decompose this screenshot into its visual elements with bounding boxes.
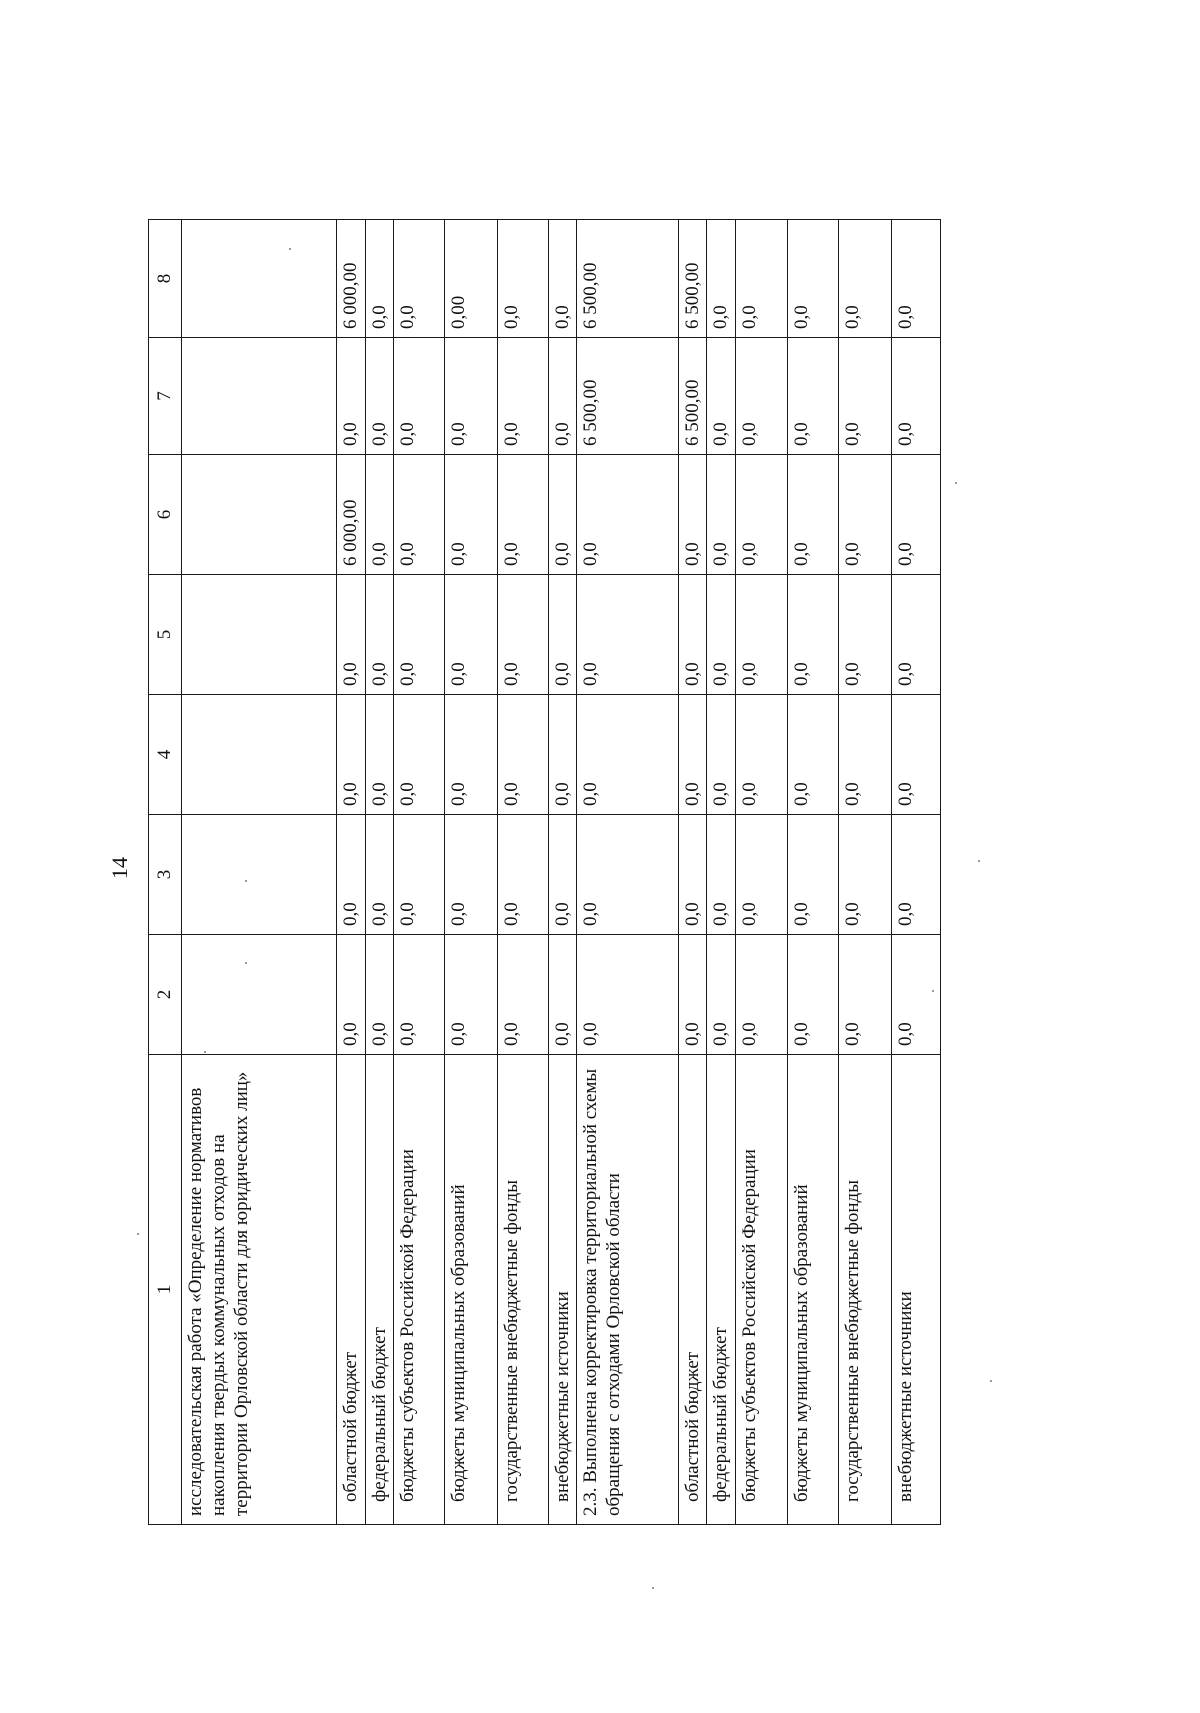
value-cell [181, 220, 337, 338]
value-cell: 6 000,00 [337, 455, 365, 575]
header-cell: 1 [149, 1055, 182, 1525]
value-cell: 0,0 [365, 220, 393, 338]
value-cell: 0,0 [548, 935, 576, 1055]
value-cell: 0,0 [788, 935, 839, 1055]
header-cell: 2 [149, 935, 182, 1055]
table-row [892, 220, 941, 1525]
value-cell: 0,0 [337, 695, 365, 815]
value-cell: 0,0 [892, 338, 941, 455]
value-cell: 0,0 [839, 455, 892, 575]
value-cell: 0,0 [707, 935, 735, 1055]
value-cell: 0,0 [839, 220, 892, 338]
value-cell: 0,0 [393, 220, 444, 338]
header-cell: 8 [149, 220, 182, 338]
value-cell: 0,0 [365, 815, 393, 935]
value-cell: 0,0 [735, 220, 788, 338]
value-cell: 0,0 [365, 455, 393, 575]
value-cell: 0,0 [365, 575, 393, 695]
value-cell: 0,0 [393, 575, 444, 695]
row-label: бюджеты муниципальных образований [444, 1055, 497, 1525]
value-cell: 0,0 [337, 338, 365, 455]
value-cell: 0,0 [707, 455, 735, 575]
value-cell: 0,0 [678, 695, 706, 815]
value-cell: 0,0 [365, 338, 393, 455]
value-cell: 0,0 [707, 220, 735, 338]
row-label: внебюджетные источники [892, 1055, 941, 1525]
value-cell: 0,0 [497, 338, 548, 455]
value-cell: 6 000,00 [337, 220, 365, 338]
table-row [788, 220, 839, 1525]
value-cell: 0,0 [892, 220, 941, 338]
table-row [707, 220, 735, 1525]
value-cell: 0,0 [735, 695, 788, 815]
value-cell [181, 695, 337, 815]
value-cell: 0,0 [444, 815, 497, 935]
value-cell: 6 500,00 [576, 220, 678, 338]
value-cell: 0,0 [839, 935, 892, 1055]
header-cell: 7 [149, 338, 182, 455]
value-cell: 0,0 [788, 815, 839, 935]
value-cell: 0,0 [735, 338, 788, 455]
value-cell: 0,0 [707, 815, 735, 935]
table-row [678, 220, 706, 1525]
row-label: государственные внебюджетные фонды [839, 1055, 892, 1525]
value-cell: 0,0 [393, 935, 444, 1055]
value-cell: 0,0 [839, 338, 892, 455]
header-row [149, 220, 182, 1525]
row-label: 2.3. Выполнена корректировка территориальной схемы обращения с отходами Орловской области [576, 1055, 678, 1525]
table-row [576, 220, 678, 1525]
value-cell: 0,0 [839, 695, 892, 815]
value-cell [181, 455, 337, 575]
value-cell: 0,0 [788, 575, 839, 695]
value-cell: 0,0 [707, 575, 735, 695]
value-cell: 0,00 [444, 220, 497, 338]
value-cell: 0,0 [576, 575, 678, 695]
value-cell: 0,0 [788, 220, 839, 338]
value-cell: 0,0 [337, 935, 365, 1055]
row-label: областной бюджет [678, 1055, 706, 1525]
scan-speck [245, 880, 247, 882]
value-cell: 0,0 [678, 935, 706, 1055]
scan-speck [932, 990, 934, 992]
value-cell: 6 500,00 [678, 220, 706, 338]
value-cell: 0,0 [839, 815, 892, 935]
value-cell: 0,0 [548, 338, 576, 455]
row-label: областной бюджет [337, 1055, 365, 1525]
value-cell: 0,0 [393, 455, 444, 575]
value-cell: 0,0 [735, 455, 788, 575]
value-cell: 0,0 [892, 935, 941, 1055]
value-cell [181, 338, 337, 455]
value-cell: 0,0 [839, 575, 892, 695]
value-cell: 0,0 [548, 220, 576, 338]
value-cell: 0,0 [735, 935, 788, 1055]
value-cell: 0,0 [444, 935, 497, 1055]
table-row [365, 220, 393, 1525]
row-label: внебюджетные источники [548, 1055, 576, 1525]
row-label: государственные внебюджетные фонды [497, 1055, 548, 1525]
row-label: бюджеты субъектов Российской Федерации [393, 1055, 444, 1525]
value-cell: 0,0 [393, 695, 444, 815]
value-cell: 0,0 [576, 935, 678, 1055]
value-cell [181, 935, 337, 1055]
value-cell: 0,0 [707, 695, 735, 815]
value-cell: 0,0 [892, 815, 941, 935]
row-label: бюджеты муниципальных образований [788, 1055, 839, 1525]
value-cell: 0,0 [788, 338, 839, 455]
value-cell: 0,0 [497, 935, 548, 1055]
value-cell: 0,0 [444, 695, 497, 815]
page-number: 14 [107, 857, 132, 879]
value-cell: 0,0 [576, 455, 678, 575]
table-row [444, 220, 497, 1525]
scan-speck [955, 482, 957, 484]
row-label: бюджеты субъектов Российской Федерации [735, 1055, 788, 1525]
table-row [497, 220, 548, 1525]
value-cell: 0,0 [788, 455, 839, 575]
value-cell: 0,0 [892, 575, 941, 695]
scan-speck [289, 248, 291, 250]
value-cell: 0,0 [497, 695, 548, 815]
table-row [839, 220, 892, 1525]
value-cell [181, 575, 337, 695]
value-cell: 0,0 [393, 338, 444, 455]
scan-speck [978, 860, 980, 862]
value-cell: 0,0 [576, 815, 678, 935]
value-cell: 0,0 [707, 338, 735, 455]
scan-speck [990, 1380, 992, 1382]
row-label: федеральный бюджет [365, 1055, 393, 1525]
table-row [735, 220, 788, 1525]
scan-speck [204, 1051, 206, 1053]
value-cell: 0,0 [497, 815, 548, 935]
header-cell: 3 [149, 815, 182, 935]
header-cell: 5 [149, 575, 182, 695]
value-cell: 0,0 [892, 455, 941, 575]
value-cell: 0,0 [444, 575, 497, 695]
value-cell: 0,0 [444, 455, 497, 575]
value-cell: 0,0 [365, 695, 393, 815]
value-cell: 0,0 [788, 695, 839, 815]
row-label: федеральный бюджет [707, 1055, 735, 1525]
table-row [337, 220, 365, 1525]
table-row [393, 220, 444, 1525]
value-cell [181, 815, 337, 935]
value-cell: 0,0 [337, 575, 365, 695]
value-cell: 0,0 [444, 338, 497, 455]
value-cell: 0,0 [576, 695, 678, 815]
value-cell: 6 500,00 [678, 338, 706, 455]
value-cell: 0,0 [497, 220, 548, 338]
value-cell: 0,0 [337, 815, 365, 935]
value-cell: 0,0 [393, 815, 444, 935]
value-cell: 0,0 [365, 935, 393, 1055]
value-cell: 0,0 [678, 575, 706, 695]
scan-speck [137, 1233, 139, 1235]
header-cell: 4 [149, 695, 182, 815]
value-cell: 0,0 [735, 575, 788, 695]
rotated-table-container [148, 220, 941, 1525]
value-cell: 0,0 [548, 575, 576, 695]
value-cell: 0,0 [678, 455, 706, 575]
value-cell: 0,0 [497, 575, 548, 695]
scan-speck [245, 962, 247, 964]
scan-speck [652, 1587, 654, 1589]
row-label: исследовательская работа «Определение нормативов накопления твердых коммунальных отходов на территории Орловской области для юридических лиц» [181, 1055, 337, 1525]
value-cell: 0,0 [678, 815, 706, 935]
value-cell: 0,0 [548, 815, 576, 935]
value-cell: 6 500,00 [576, 338, 678, 455]
value-cell: 0,0 [548, 695, 576, 815]
header-cell: 6 [149, 455, 182, 575]
table-row [181, 220, 337, 1525]
value-cell: 0,0 [892, 695, 941, 815]
value-cell: 0,0 [735, 815, 788, 935]
value-cell: 0,0 [548, 455, 576, 575]
value-cell: 0,0 [497, 455, 548, 575]
budget-table [148, 219, 941, 1525]
table-row [548, 220, 576, 1525]
